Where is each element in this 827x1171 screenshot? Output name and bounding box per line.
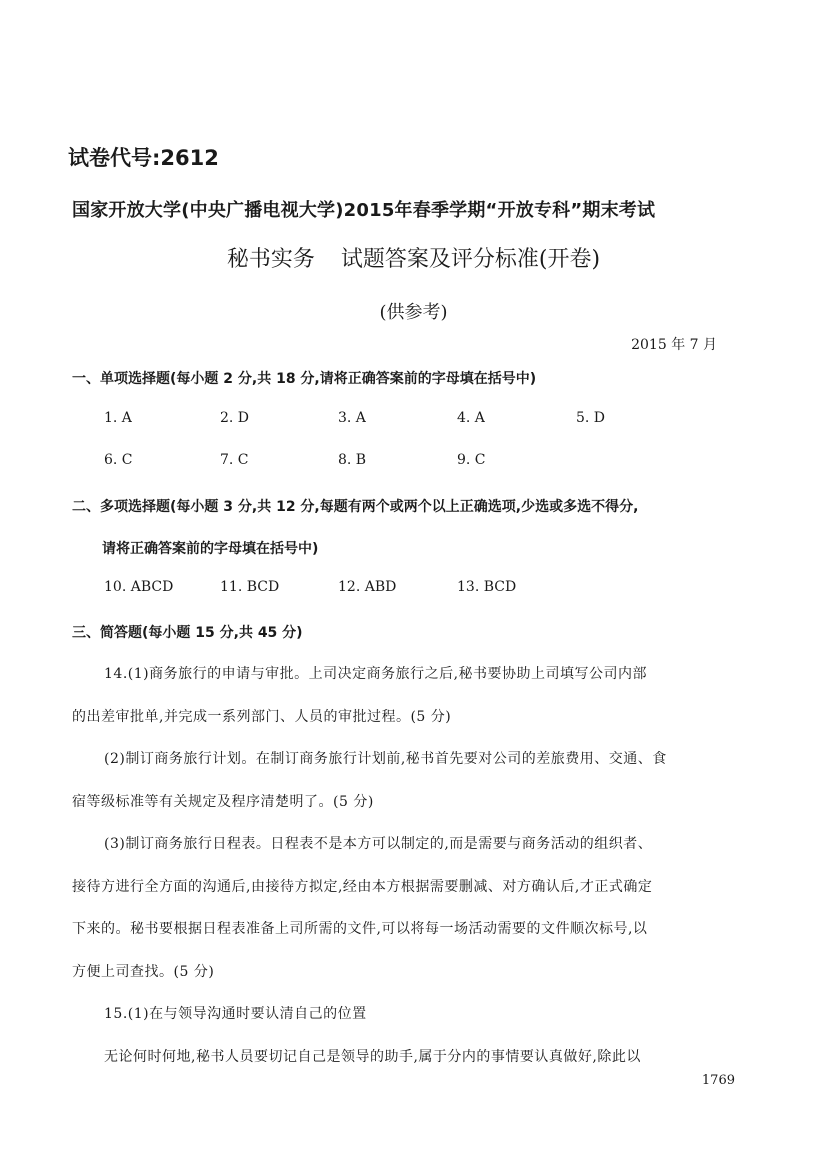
answer-paragraph-line: 15.(1)在与领导沟通时要认清自己的位置 [104, 1006, 367, 1022]
section-1-heading: 一、单项选择题(每小题 2 分,共 18 分,请将正确答案前的字母填在括号中) [72, 371, 537, 387]
answer-paragraph-line: 的出差审批单,并完成一系列部门、人员的审批过程。(5 分) [72, 709, 452, 725]
answer-item: 5. D [576, 410, 606, 426]
answer-item: 7. C [220, 452, 249, 468]
answer-item: 9. C [457, 452, 486, 468]
answer-item: 12. ABD [338, 579, 397, 595]
answer-item: 11. BCD [220, 579, 280, 595]
answer-item: 1. A [104, 410, 132, 426]
exam-date: 2015 年 7 月 [631, 337, 717, 353]
course-name: 秘书实务 [226, 247, 315, 272]
document-subtitle: 试题答案及评分标准(开卷) [340, 247, 601, 272]
answer-paragraph-line: 方便上司查找。(5 分) [72, 964, 215, 980]
answer-item: 8. B [338, 452, 367, 468]
answer-paragraph-line: 无论何时何地,秘书人员要切记自己是领导的助手,属于分内的事情要认真做好,除此以 [104, 1049, 641, 1065]
answer-paragraph-line: 下来的。秘书要根据日程表准备上司所需的文件,可以将每一场活动需要的文件顺次标号,以 [72, 921, 648, 937]
reference-note: (供参考) [379, 302, 448, 323]
answer-item: 4. A [457, 410, 485, 426]
answer-paragraph-line: 接待方进行全方面的沟通后,由接待方拟定,经由本方根据需要删减、对方确认后,才正式确定 [72, 879, 653, 895]
page-number: 1769 [701, 1073, 735, 1088]
answer-paragraph-line: (2)制订商务旅行计划。在制订商务旅行计划前,秘书首先要对公司的差旅费用、交通、食 [104, 751, 667, 767]
exam-code: 试卷代号:2612 [68, 146, 219, 170]
section-2-heading-cont: 请将正确答案前的字母填在括号中) [102, 541, 319, 557]
answer-paragraph-line: 宿等级标准等有关规定及程序清楚明了。(5 分) [72, 794, 374, 810]
course-title [0, 242, 827, 273]
answer-item: 6. C [104, 452, 133, 468]
answer-paragraph-line: (3)制订商务旅行日程表。日程表不是本方可以制定的,而是需要与商务活动的组织者、 [104, 836, 653, 852]
answer-paragraph-line: 14.(1)商务旅行的申请与审批。上司决定商务旅行之后,秘书要协助上司填写公司内部 [104, 666, 648, 682]
exam-title: 国家开放大学(中央广播电视大学)2015年春季学期“开放专科”期末考试 [72, 200, 656, 221]
answer-item: 3. A [338, 410, 366, 426]
section-3-heading: 三、简答题(每小题 15 分,共 45 分) [72, 625, 303, 641]
answer-item: 13. BCD [457, 579, 517, 595]
answer-item: 2. D [220, 410, 250, 426]
section-2-heading: 二、多项选择题(每小题 3 分,共 12 分,每题有两个或两个以上正确选项,少选或多选不得分, [72, 499, 639, 515]
answer-item: 10. ABCD [104, 579, 174, 595]
